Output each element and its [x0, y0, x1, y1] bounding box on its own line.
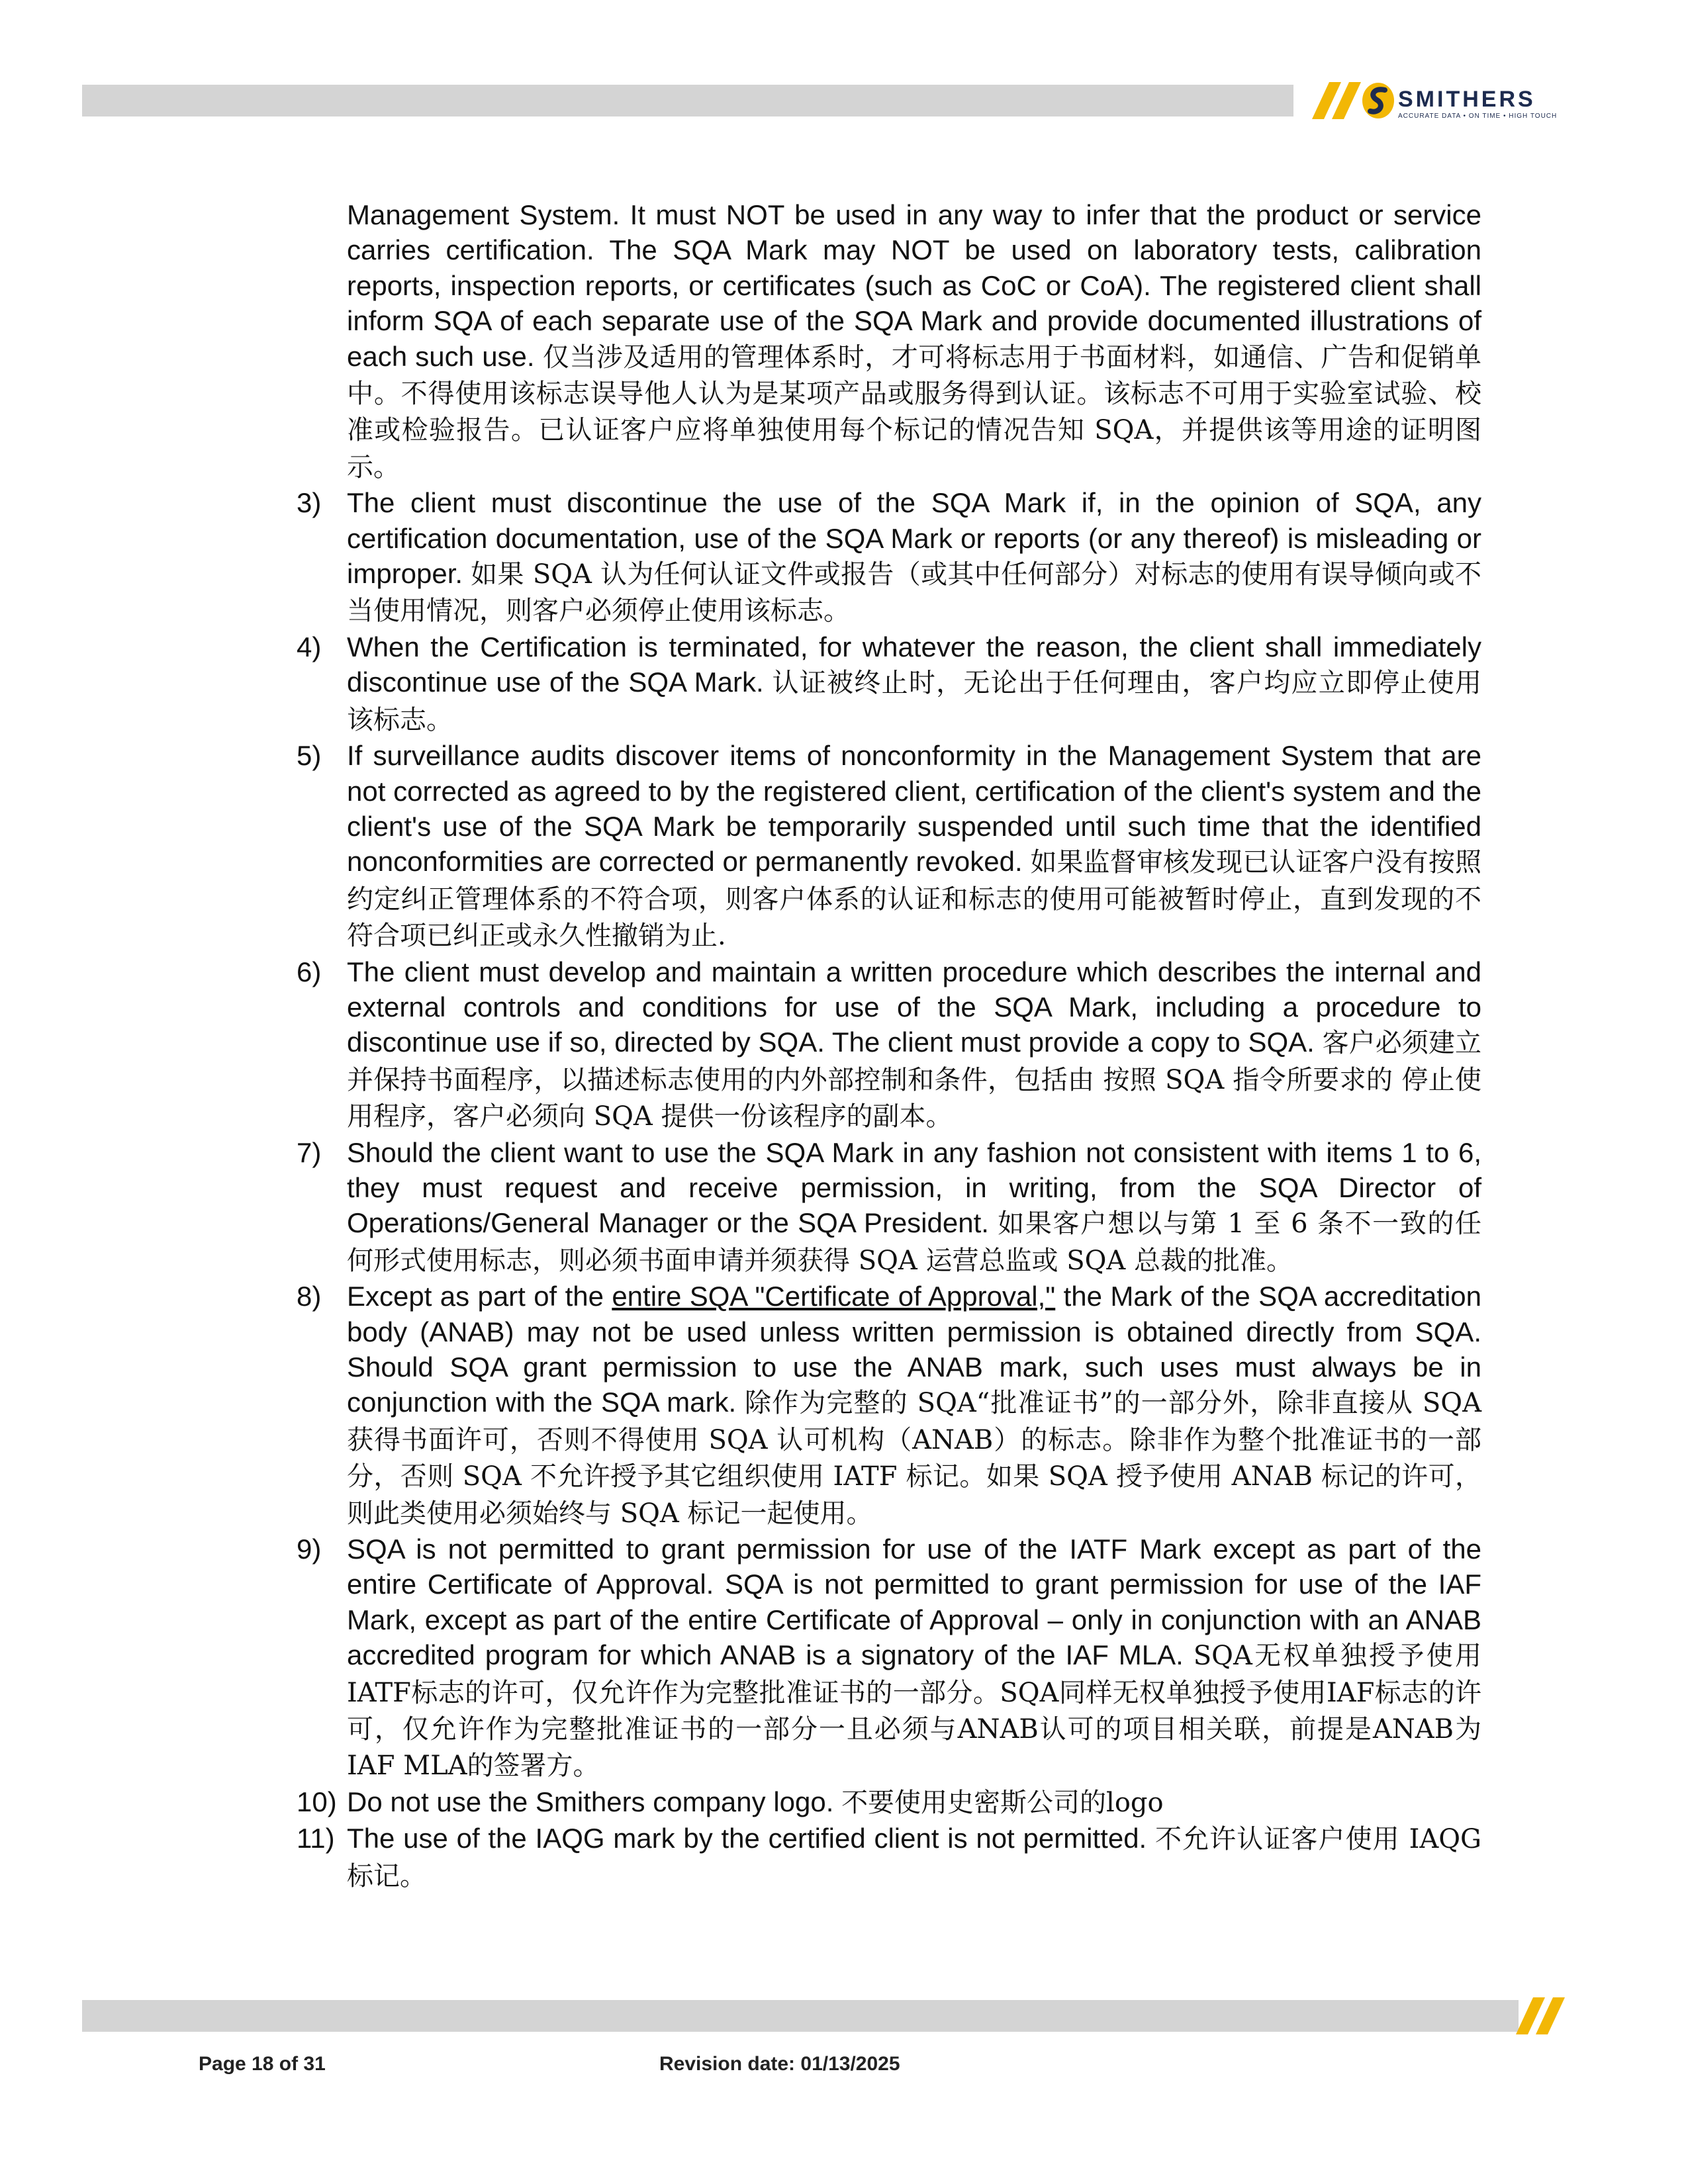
intro-paragraph — [297, 197, 1481, 485]
item-chinese: 除作为完整的 SQA“批准证书”的一部分外，除非直接从 SQA 获得书面许可，否则不得使用 SQA 认可机构（ANAB）的标志。除非作为整个批准证书的一部分，否则 SQA 不允许授予其它组织使用 IATF 标记。如果 SQA 授予使用 ANAB 标记的许可，则此类使用必须始终与 SQA 标记一起使用。 — [347, 1388, 1481, 1529]
list-item — [297, 1784, 1481, 1821]
item-english: The use of the IAQG mark by the certified client is not permitted. — [347, 1823, 1147, 1854]
item-english: Should the client want to use the SQA Mark in any fashion not consistent with items 1 to 6, they must request and receive permission, in writing, from the SQA Director of Operations/General Manager or the SQA President. — [347, 1136, 1481, 1239]
footer-slashes-icon — [1509, 1997, 1582, 2034]
item-number: 7) — [297, 1136, 322, 1168]
item-english-pre: Except as part of the — [347, 1281, 612, 1312]
list-item — [297, 1821, 1481, 1894]
logo-name: SMITHERS — [1398, 87, 1536, 112]
item-english: The client must develop and maintain a written procedure which describes the internal and external controls and conditions for use of the SQA Mark, including a procedure to discontinue use if so, directed by SQA. The client must provide a copy to SQA. — [347, 956, 1481, 1058]
item-chinese: 如果客户想以与第 1 至 6 条不一致的任何形式使用标志，则必须书面申请并须获得 SQA 运营总监或 SQA 总裁的批准。 — [347, 1208, 1482, 1276]
item-english: The client must discontinue the use of the SQA Mark if, in the opinion of SQA, any certification documentation, use of the SQA Mark or reports (or any thereof) is misleading or improper. — [347, 487, 1481, 590]
smithers-logo-icon — [1360, 81, 1397, 120]
header-band — [82, 85, 1293, 116]
item-english: If surveillance audits discover items of nonconformity in the Management System that are not corrected as agreed to by the registered client, certification of the client's system and the client's use of the SQA Mark be temporarily suspended until such time that the identified nonconformities are corrected or permanently revoked. — [347, 740, 1481, 878]
item-english: Do not use the Smithers company logo. — [347, 1786, 834, 1817]
list-item — [297, 629, 1481, 738]
document-body — [297, 197, 1481, 1894]
list-item — [297, 1135, 1481, 1279]
item-number: 10) — [297, 1786, 337, 1817]
item-english: When the Certification is terminated, for whatever the reason, the client shall immediately discontinue use of the SQA Mark. — [347, 631, 1481, 698]
item-chinese: 客户必须建立并保持书面程序，以描述标志使用的内外部控制和条件，包括由 按照 SQA 指令所要求的 停止使用程序，客户必须向 SQA 提供一份该程序的副本。 — [347, 1028, 1481, 1132]
item-number: 5) — [297, 740, 322, 772]
item-english: SQA is not permitted to grant permission for use of the IATF Mark except as part of the entire Certificate of Approval. SQA is not permitted to grant permission for use of the IAF Mark, except as part of the entire Certificate of Approval – only in conjunction with an ANAB accredited program for which ANAB is a signatory of the IAF MLA. — [347, 1533, 1481, 1671]
list-item — [297, 485, 1481, 629]
list-item — [297, 1279, 1481, 1531]
intro-chinese: 仅当涉及适用的管理体系时，才可将标志用于书面材料，如通信、广告和促销单中。不得使用该标志误导他人认为是某项产品或服务得到认证。该标志不可用于实验室试验、校准或检验报告。已认证客户应将单独使用每个标记的情况告知 SQA，并提供该等用途的证明图示。 — [347, 341, 1482, 482]
intro-english: Management System. It must NOT be used in any way to infer that the product or service carries certification. The SQA Mark may NOT be used on laboratory tests, calibration reports, inspection reports, or certificates (such as CoC or CoA). The registered client shall inform SQA of each separate use of the SQA Mark and provide documented illustrations of each such use. — [347, 199, 1481, 372]
item-chinese: 不允许认证客户使用 IAQG 标记。 — [347, 1824, 1482, 1891]
item-number: 8) — [297, 1281, 322, 1312]
item-number: 3) — [297, 487, 322, 519]
item-number: 6) — [297, 956, 322, 987]
item-chinese: 不要使用史密斯公司的logo — [841, 1787, 1164, 1818]
item-chinese: 认证被终止时，无论出于任何理由，客户均应立即停止使用该标志。 — [347, 668, 1482, 735]
item-chinese: 如果 SQA 认为任何认证文件或报告（或其中任何部分）对标志的使用有误导倾向或不当使用情况，则客户必须停止使用该标志。 — [347, 559, 1481, 627]
item-chinese: SQA无权单独授予使用IATF标志的许可，仅允许作为完整批准证书的一部分。SQA同样无权单独授予使用IAF标志的许可，仅允许作为完整批准证书的一部分一且必须与ANAB认可的项目相关联，前提是ANAB为IAF MLA的签署方。 — [347, 1641, 1481, 1782]
certificate-of-approval-text: entire SQA "Certificate of Approval," — [612, 1281, 1056, 1312]
item-number: 11) — [297, 1823, 335, 1854]
list-item — [297, 738, 1481, 954]
footer-band — [82, 2000, 1519, 2032]
item-number: 4) — [297, 631, 322, 662]
list-item — [297, 954, 1481, 1135]
list-item — [297, 1531, 1481, 1784]
logo-tagline: ACCURATE DATA • ON TIME • HIGH TOUCH — [1398, 113, 1558, 120]
revision-date: Revision date: 01/13/2025 — [659, 2053, 900, 2075]
item-number: 9) — [297, 1533, 322, 1565]
item-english-post: the Mark of the SQA accreditation body (ANAB) may not be used unless written permission is obtained directly from SQA. Should SQA grant permission to use the ANAB mark, such uses must always be in conjunction with the SQA mark. — [347, 1281, 1481, 1418]
page-number: Page 18 of 31 — [199, 2053, 326, 2075]
item-chinese: 如果监督审核发现已认证客户没有按照约定纠正管理体系的不符合项，则客户体系的认证和标志的使用可能被暂时停止，直到发现的不符合项已纠正或永久性撤销为止. — [347, 847, 1482, 952]
